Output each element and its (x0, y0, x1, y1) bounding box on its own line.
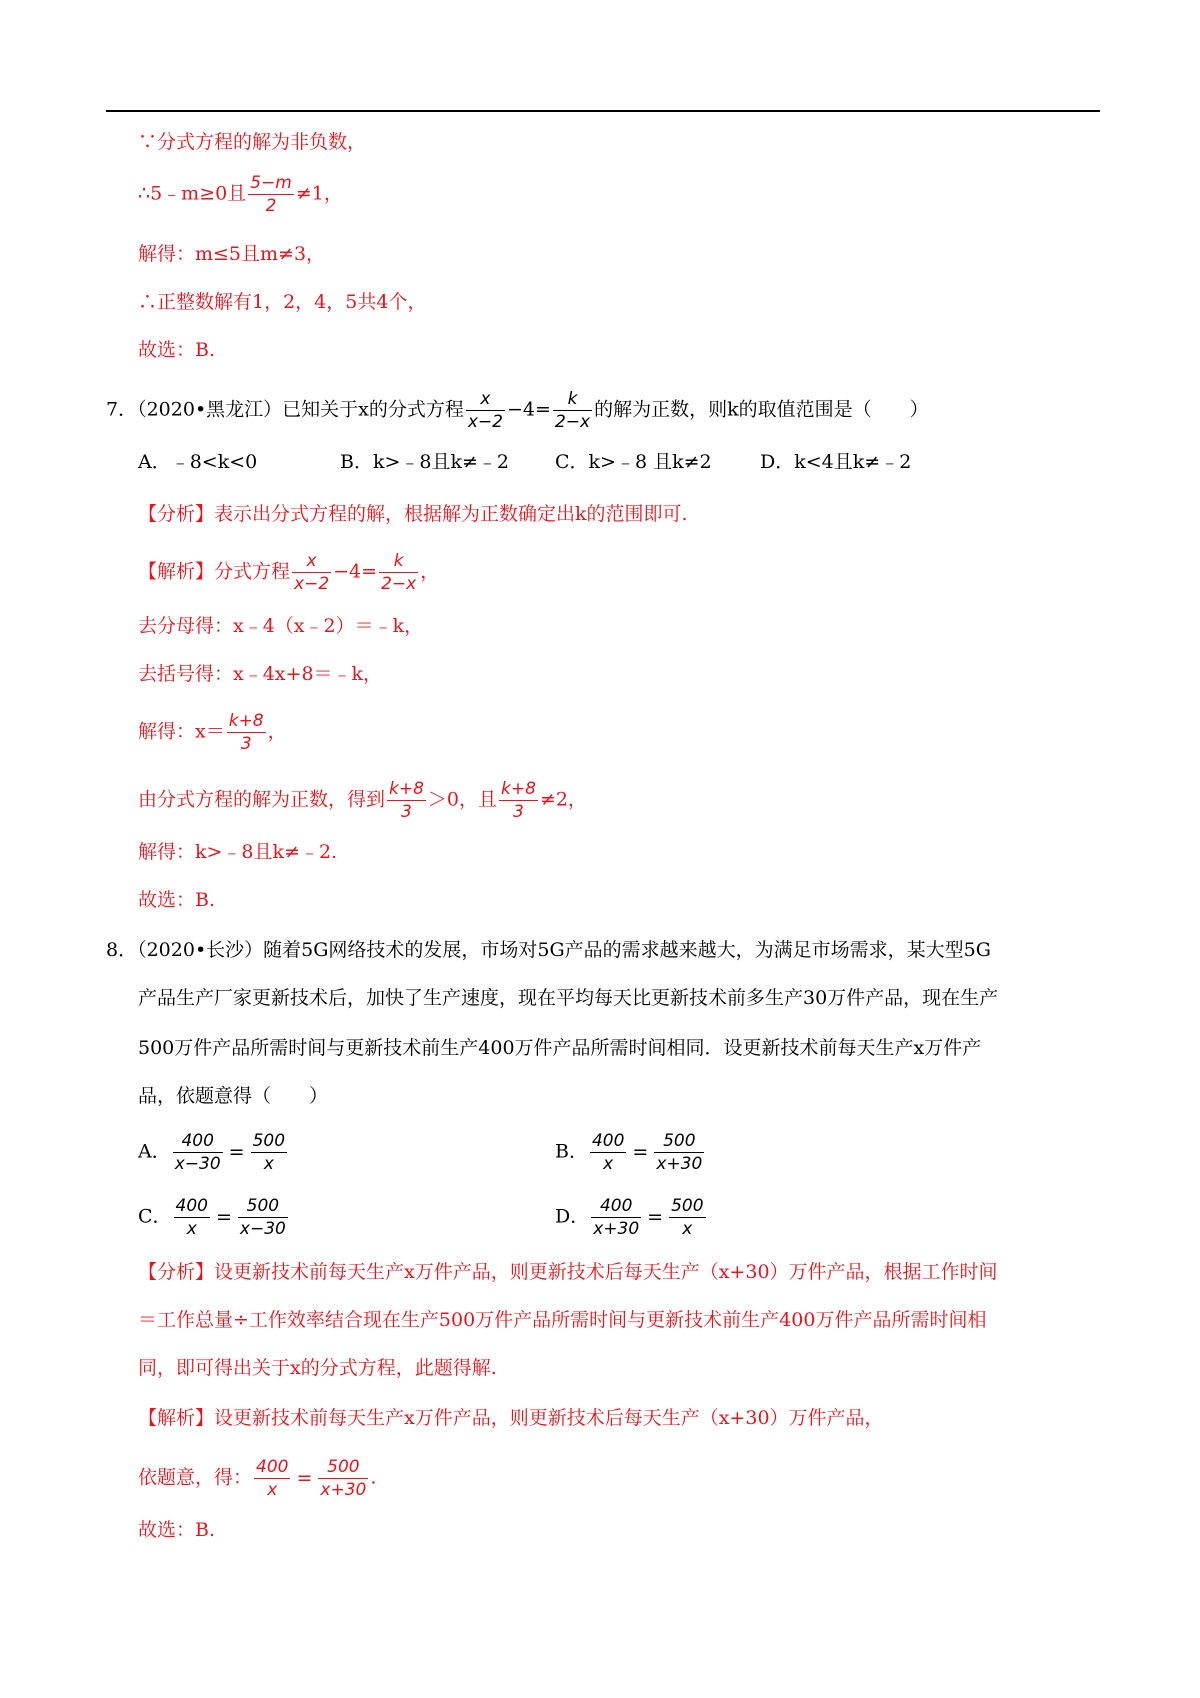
solution-line: 去分母得：x﹣4（x﹣2）＝﹣k， (138, 615, 424, 637)
fraction: $\frac{k+8}{3}$ (389, 779, 424, 822)
option-b: B．k>﹣8且k≠﹣2 (340, 451, 510, 473)
solution-line: 去括号得：x﹣4x+8＝﹣k， (138, 663, 383, 685)
analysis-text: ＝工作总量÷工作效率结合现在生产500万件产品所需时间与更新技术前生产400万件产品所需时间相 (138, 1309, 987, 1331)
question-8-stem: 500万件产品所需时间与更新技术前生产400万件产品所需时间相同．设更新技术前每天生产x万件产 (138, 1037, 982, 1059)
answer-line: 故选：B. (138, 889, 216, 911)
solution-line: ∴5﹣m≥0且 $\frac{5-m}{2}$ ≠1， (138, 173, 343, 216)
option-a: A．﹣8<k<0 (138, 451, 258, 473)
solution-line: 【解析】分式方程 $\frac{x}{x-2}$ −4= $\frac{k}{2-x}$ ， (138, 551, 440, 594)
fraction: $\frac{500}{x+30}$ (320, 1457, 367, 1500)
question-8-stem: 品，依题意得（ ） (138, 1085, 329, 1107)
analysis-text: 【分析】设更新技术前每天生产x万件产品，则更新技术后每天生产（x+30）万件产品，根据工作时间 (138, 1261, 998, 1283)
answer-line: 故选：B. (138, 339, 216, 361)
fraction: $\frac{k}{2-x}$ (554, 389, 591, 432)
solution-line: ∴正整数解有1，2，4，5共4个， (138, 291, 427, 313)
fraction: $\frac{k+8}{3}$ (228, 711, 264, 754)
header-rule (106, 110, 1100, 112)
option-b: B． $\frac{400}{x}$ = $\frac{500}{x+30}$ (555, 1131, 703, 1174)
fraction: $\frac{5-m}{2}$ (250, 173, 292, 216)
solution-line: ∵分式方程的解为非负数， (138, 131, 367, 153)
analysis-text: 【分析】表示出分式方程的解，根据解为正数确定出k的范围即可. (138, 503, 688, 525)
option-a: A． $\frac{400}{x-30}$ = $\frac{500}{x}$ (138, 1131, 286, 1174)
answer-line: 故选：B. (138, 1519, 216, 1541)
fraction: $\frac{400}{x}$ (256, 1457, 289, 1500)
option-d: D．k<4且k≠﹣2 (760, 451, 912, 473)
question-8-stem: 8．（2020•长沙）随着5G网络技术的发展，市场对5G产品的需求越来越大，为满足市场需求，某大型5G (106, 939, 991, 961)
fraction: $\frac{x}{x-2}$ (467, 389, 503, 432)
solution-line: 由分式方程的解为正数，得到 $\frac{k+8}{3}$ ＞0，且 $\frac{k+8}{3}$ ≠2， (138, 779, 587, 822)
option-c: C． $\frac{400}{x}$ = $\frac{500}{x-30}$ (138, 1196, 286, 1239)
fraction: $\frac{x}{x-2}$ (294, 551, 330, 594)
option-d: D． $\frac{400}{x+30}$ = $\frac{500}{x}$ (555, 1196, 704, 1239)
solution-line: 依题意，得： $\frac{400}{x}$ = $\frac{500}{x+30}$ . (138, 1457, 377, 1500)
analysis-text: 同，即可得出关于x的分式方程，此题得解. (138, 1357, 497, 1379)
option-c: C．k>﹣8 且k≠2 (555, 451, 712, 473)
solution-line: 解得：x＝ $\frac{k+8}{3}$ ， (138, 711, 287, 754)
solution-line: 解得：k>﹣8且k≠﹣2. (138, 841, 338, 863)
fraction: $\frac{k+8}{3}$ (501, 779, 536, 822)
question-8-stem: 产品生产厂家更新技术后，加快了生产速度，现在平均每天比更新技术前多生产30万件产品，现在生产 (138, 987, 999, 1009)
solution-line: 【解析】设更新技术前每天生产x万件产品，则更新技术后每天生产（x+30）万件产品， (138, 1407, 884, 1429)
fraction: $\frac{k}{2-x}$ (381, 551, 417, 594)
question-7-stem: 7．（2020•黑龙江）已知关于x的分式方程 $\frac{x}{x-2}$ −4= $\frac{k}{2-x}$ 的解为正数，则k的取值范围是（ ） (106, 389, 929, 432)
solution-line: 解得：m≤5且m≠3， (138, 243, 326, 265)
